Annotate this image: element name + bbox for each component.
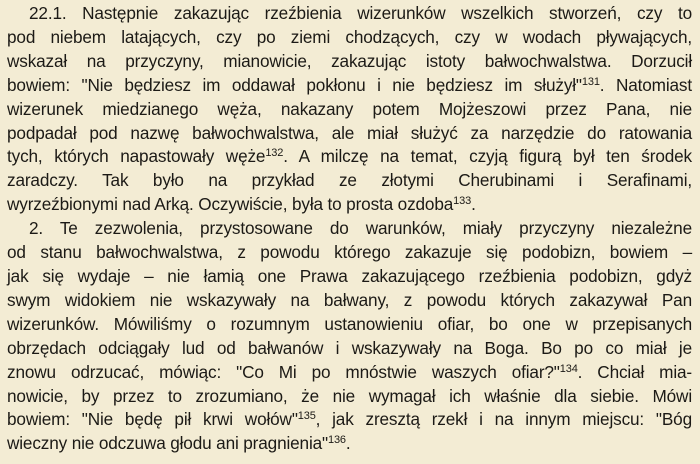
- paragraph-22-1: [7, 2, 692, 217]
- text-line: [7, 145, 692, 169]
- line-text-continued: .: [345, 433, 351, 454]
- text-line: nowicie, by przez to zrozumiano, że nie wymagał ich właśnie dla siebie. Mówi: [7, 385, 692, 406]
- text-line: obrzędach odciągały lud od bałwanów i wskazywały na Boga. Bo po co miał je: [7, 337, 692, 358]
- footnote-reference: 135: [297, 410, 316, 423]
- text-line: [7, 432, 692, 456]
- text-line: [7, 193, 692, 217]
- text-line: swym widokiem nie wskazywały na bałwany, z powodu których zakazywał Pan: [7, 289, 692, 310]
- footnote-reference: 132: [265, 147, 284, 160]
- text-line: 22.1. Następnie zakazując rzeźbienia wizerunków wszelkich stworzeń, czy to: [29, 3, 692, 23]
- line-text: bowiem: "Nie będziesz im oddawał pokłonu i nie będziesz im służył": [7, 74, 582, 95]
- line-text-continued: , jak zresztą rzekł i na innym miejscu: "Bóg: [315, 409, 692, 430]
- line-text: bowiem: "Nie będę pił krwi wołów": [7, 409, 298, 430]
- line-text-continued: . Natomiast: [599, 74, 692, 95]
- footnote-reference: 134: [559, 362, 578, 375]
- paragraph-2: [7, 217, 692, 456]
- text-line: pod niebem latających, czy po ziemi chodzących, czy w wodach pływających,: [7, 26, 692, 47]
- line-text-continued: .: [471, 194, 476, 215]
- text-line: podpadał pod nazwę bałwochwalstwa, ale miał służyć za narzędzie do ratowania: [7, 122, 692, 143]
- line-text: wieczny nie odczuwa głodu ani pragnienia": [7, 433, 328, 454]
- footnote-reference: 133: [453, 195, 472, 208]
- line-text: znowu odrzucać, mówiąc: "Co Mi po mnóstwie waszych ofiar?": [7, 361, 560, 382]
- line-text: tych, których napastowały węże: [7, 146, 266, 167]
- line-text-continued: . A milczę na temat, czyją figurą był ten środek: [283, 146, 692, 167]
- text-line: od stanu bałwochwalstwa, z powodu którego zakazuje się podobizn, bowiem –: [7, 242, 692, 263]
- text-line: wizerunków. Mówiliśmy o rozumnym ustanowieniu ofiar, bo one w przepisanych: [7, 313, 692, 334]
- text-line: jak się wydaje – nie łamią one Prawa zakazującego rzeźbienia podobizn, gdyż: [7, 265, 692, 286]
- text-line: [7, 408, 692, 432]
- footnote-reference: 131: [581, 75, 600, 88]
- text-line: wskazał na przyczyny, mianowicie, zakazując istoty bałwochwalstwa. Dorzucił: [7, 50, 692, 71]
- text-line: [7, 361, 692, 385]
- text-line: 2. Te zezwolenia, przystosowane do warunków, miały przyczyny niezależne: [29, 218, 692, 239]
- line-text: wyrzeźbionymi nad Arką. Oczywiście, była to prosta ozdoba: [7, 194, 454, 215]
- text-line: [7, 74, 692, 98]
- text-line: zaradczy. Tak było na przykład ze złotymi Cherubinami i Serafinami,: [7, 170, 692, 191]
- line-text-continued: . Chciał mia-: [577, 361, 693, 382]
- text-line: wizerunek miedzianego węża, nakazany potem Mojżeszowi przez Pana, nie: [7, 98, 692, 119]
- footnote-reference: 136: [328, 434, 346, 447]
